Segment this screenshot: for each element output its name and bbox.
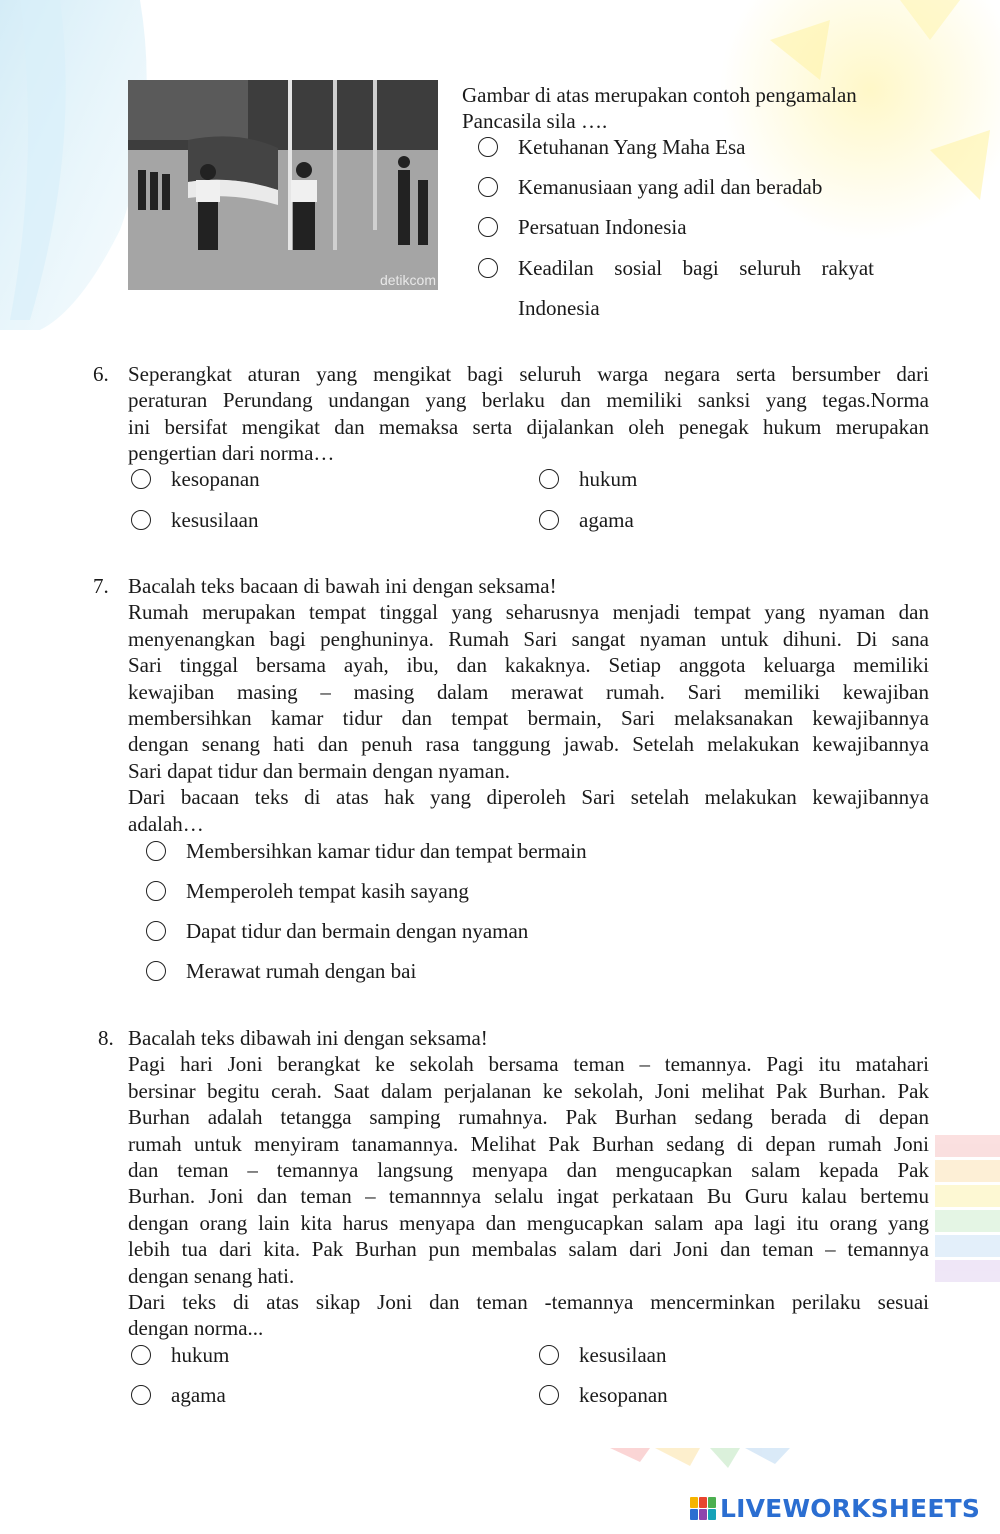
q6-option-b[interactable] (539, 466, 637, 492)
q6-question (128, 361, 929, 467)
question-line: Seperangkat aturan yang mengikat bagi seluruh warga negara serta bersumber dari (128, 362, 929, 386)
radio-button[interactable] (478, 217, 498, 237)
option-label: hukum (171, 1343, 230, 1367)
passage-line: kewajiban masing – masing dalam merawat rumah. Sari memiliki kewajiban (128, 679, 929, 704)
q7-number: 7. (93, 574, 109, 598)
q7-instruction: Bacalah teks bacaan di bawah ini dengan seksama! (128, 574, 557, 598)
question-line: adalah… (128, 811, 204, 836)
option-label: kesusilaan (171, 508, 259, 532)
radio-button[interactable] (146, 841, 166, 861)
radio-button[interactable] (539, 469, 559, 489)
passage-line: dan teman – temannya langsung menyapa dan mengucapkan salam kepada Pak (128, 1158, 929, 1183)
q7-option-d[interactable] (146, 958, 416, 984)
option-label: Dapat tidur dan bermain dengan nyaman (186, 919, 529, 943)
logo-tile (690, 1509, 698, 1520)
option-label: agama (579, 508, 634, 532)
q8-option-b[interactable] (539, 1342, 666, 1368)
liveworksheets-logo[interactable] (690, 1494, 980, 1523)
q8-number: 8. (98, 1026, 114, 1050)
question-line: peraturan Perundang undangan yang berlaku dan memiliki sanksi yang tegas.Norma (128, 388, 929, 413)
option-label: Ketuhanan Yang Maha Esa (518, 135, 746, 159)
logo-tile (699, 1509, 707, 1520)
question-line: pengertian dari norma… (128, 441, 335, 466)
passage-line: dengan senang hati dan penuh rasa tanggung jawab. Setelah melakukan kewajibannya (128, 732, 929, 757)
radio-button[interactable] (539, 1385, 559, 1405)
logo-tile (699, 1497, 707, 1508)
radio-button[interactable] (131, 510, 151, 530)
radio-button[interactable] (131, 1345, 151, 1365)
radio-button[interactable] (478, 258, 498, 278)
radio-button[interactable] (478, 137, 498, 157)
option-label: Keadilan sosial bagi seluruh rakyat (518, 256, 874, 280)
q8-option-c[interactable] (131, 1382, 226, 1408)
option-label: kesusilaan (579, 1343, 667, 1367)
q7-option-c[interactable] (146, 918, 528, 944)
logo-text: LIVEWORKSHEETS (720, 1494, 981, 1523)
option-label: Persatuan Indonesia (518, 215, 687, 239)
passage-line: bersinar begitu cerah. Saat dalam perjalanan ke sekolah, Joni melihat Pak Burhan. Pak (128, 1078, 929, 1103)
radio-button[interactable] (146, 881, 166, 901)
passage-line: lebih tua dari kita. Pak Burhan pun membalas salam dari Joni dan teman – temannya (128, 1237, 929, 1262)
q5-option-c[interactable] (478, 214, 687, 240)
photo-watermark: detikcom (379, 272, 436, 288)
question-line: dengan norma... (128, 1316, 264, 1341)
q5-option-d[interactable] (478, 255, 874, 321)
passage-line: Pagi hari Joni berangkat ke sekolah bersama teman – temannya. Pagi itu matahari (128, 1052, 929, 1077)
logo-tile (708, 1497, 716, 1508)
q7-option-b[interactable] (146, 878, 469, 904)
option-label: Memperoleh tempat kasih sayang (186, 879, 469, 903)
option-label-continued: Indonesia (518, 296, 600, 320)
q5-option-b[interactable] (478, 174, 822, 200)
passage-line: Rumah merupakan tempat tinggal yang seharusnya menjadi tempat yang nyaman dan (128, 600, 929, 625)
option-label: hukum (579, 467, 638, 491)
q8-instruction: Bacalah teks dibawah ini dengan seksama! (128, 1026, 488, 1050)
question-line: Dari teks di atas sikap Joni dan teman -temannya mencerminkan perilaku sesuai (128, 1290, 929, 1315)
question-line: Gambar di atas merupakan contoh pengamalan (462, 83, 857, 107)
passage-line: Sari dapat tidur dan bermain dengan nyaman. (128, 758, 510, 783)
passage-line: Burhan adalah tetangga samping rumahnya. Pak Burhan sedang berada di depan (128, 1105, 929, 1130)
option-label: agama (171, 1383, 226, 1407)
question-line: ini bersifat mengikat dan memaksa serta dijalankan oleh penegak hukum merupakan (128, 414, 929, 439)
passage-line: Sari tinggal bersama ayah, ibu, dan kakaknya. Setiap anggota keluarga memiliki (128, 653, 929, 678)
logo-icon (690, 1497, 716, 1520)
option-label-wrap (518, 255, 874, 321)
radio-button[interactable] (539, 510, 559, 530)
question-line: Dari bacaan teks di atas hak yang diperoleh Sari setelah melakukan kewajibannya (128, 785, 929, 810)
option-label: Membersihkan kamar tidur dan tempat bermain (186, 839, 587, 863)
q6-option-c[interactable] (131, 507, 258, 533)
option-label: kesopanan (171, 467, 260, 491)
radio-button[interactable] (146, 921, 166, 941)
q8-option-d[interactable] (539, 1382, 668, 1408)
passage-line: dengan senang hati. (128, 1263, 295, 1288)
logo-tile (690, 1497, 698, 1508)
radio-button[interactable] (478, 177, 498, 197)
balloon-shape (0, 0, 147, 330)
radio-button[interactable] (131, 469, 151, 489)
passage-line: dengan orang lain kita harus menyapa dan mengucapkan salam apa lagi itu orang yang (128, 1210, 929, 1235)
q6-option-d[interactable] (539, 507, 634, 533)
option-label: kesopanan (579, 1383, 668, 1407)
passage-line: rumah untuk menyiram tanamannya. Melihat Pak Burhan sedang di depan rumah Joni (128, 1131, 929, 1156)
q6-number: 6. (93, 362, 109, 386)
question-line: Pancasila sila …. (462, 109, 608, 134)
flag-ceremony-photo (128, 80, 438, 290)
flag-ceremony-illustration (128, 80, 438, 290)
q8-option-a[interactable] (131, 1342, 229, 1368)
q6-option-a[interactable] (131, 466, 260, 492)
passage-line: menyenangkan bagi penghuninya. Rumah Sari sangat nyaman untuk dihuni. Di sana (128, 626, 929, 651)
passage-line: membersihkan kamar tidur dan tempat bermain, Sari melaksanakan kewajibannya (128, 706, 929, 731)
q8-body (128, 1025, 929, 1342)
radio-button[interactable] (131, 1385, 151, 1405)
passage-line: Burhan. Joni dan teman – temannnya selalu ingat perkataan Bu Guru kalau bertemu (128, 1184, 929, 1209)
q5-question (462, 82, 932, 135)
logo-tile (708, 1509, 716, 1520)
radio-button[interactable] (146, 961, 166, 981)
option-label: Kemanusiaan yang adil dan beradab (518, 175, 823, 199)
q7-body (128, 573, 929, 837)
q5-option-a[interactable] (478, 134, 745, 160)
option-label: Merawat rumah dengan bai (186, 959, 417, 983)
q7-option-a[interactable] (146, 838, 587, 864)
radio-button[interactable] (539, 1345, 559, 1365)
